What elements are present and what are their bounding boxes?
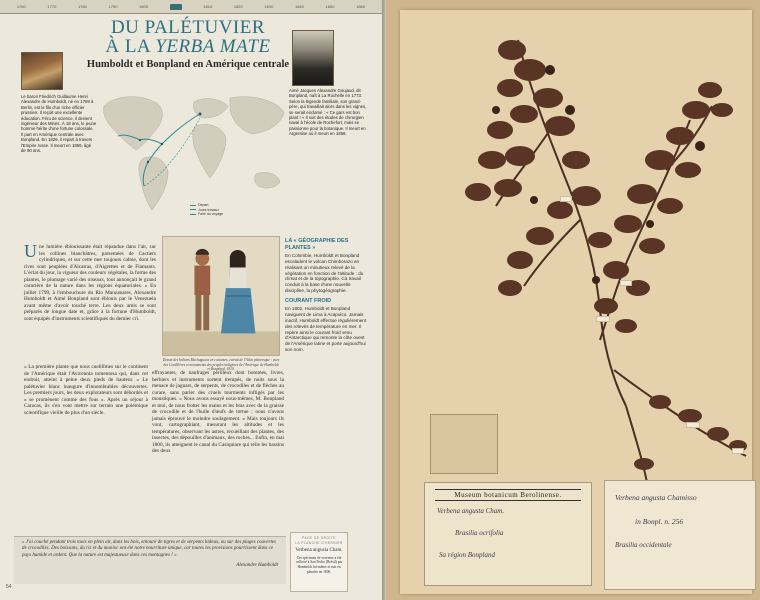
card-subtag: LA PLANCHE D'HERBIER xyxy=(295,540,343,545)
page-number: 54 xyxy=(6,584,12,590)
drop-cap: U xyxy=(24,241,37,261)
legend-label: Jours travaux xyxy=(198,207,220,212)
body-text: « La première plante que nous cueillîmes sur le continent de l'Amérique était l'Avicennia tomentosa qui, dans cet endroit, atteint à peine deux pieds de hauteur. » Le palétuvier blanc inaugure d'innombrables découvertes. Les premiers jours, les deux explorateurs sont débordés et « se promènent comme des fous ». Après un séjour à Caracas, ils s'en vont mettre sur terrain une polémique scientifique vieille de plus d'un siècle. xyxy=(24,364,148,416)
museum-label xyxy=(424,482,592,586)
mounting-strip xyxy=(596,316,610,322)
timeline-tick: 1760 xyxy=(16,4,26,9)
legend-item xyxy=(190,212,223,217)
body-column-3 xyxy=(152,370,284,455)
timeline-tick: 1860 xyxy=(356,4,366,9)
card-species: Verbena angusta Cham. xyxy=(295,547,343,553)
collector-label-line: in Bonpl. n. 256 xyxy=(635,517,684,526)
timeline-tick: 1830 xyxy=(264,4,274,9)
title-prefix: À LA xyxy=(105,36,156,57)
timeline-tick: 1770 xyxy=(47,4,57,9)
herbarium-sheet xyxy=(400,10,752,594)
legend-label: Départ xyxy=(198,203,209,207)
article-title xyxy=(78,18,298,70)
map-legend xyxy=(190,203,223,217)
humboldt-portrait xyxy=(21,52,63,90)
indians-illustration xyxy=(162,236,280,356)
sidebar-heading: COURANT FROID xyxy=(285,297,332,304)
sidebar-heading: LA « GÉOGRAPHIE DES PLANTES » xyxy=(285,238,349,251)
timeline-ruler xyxy=(0,0,382,14)
legend-swatch xyxy=(190,209,196,210)
humboldt-bio: Le baron Friedrich Guillaume Henri Alexandre de Humboldt, né en 1769 à Berlin, est le fils d'un riche officier prussien. Il reçoit une excellente éducation. Féru de science, il devient ingénieur des Mines. À 18 ans, le jeune homme hérite d'une fortune colossale. Il part en Amérique centrale avec Bonpland. En 1829, il repart à travers l'Empire russe. Il meurt en 1859, âgé de 90 ans. xyxy=(21,94,97,154)
museum-label-header: Museum botanicum Berolinense. xyxy=(435,489,581,501)
body-column-2 xyxy=(24,364,148,416)
pull-quote xyxy=(14,536,286,584)
stop-point xyxy=(139,139,141,141)
stop-point xyxy=(161,143,163,145)
title-italic: YERBA MATE xyxy=(155,36,271,57)
mounting-strip xyxy=(732,448,744,454)
right-page xyxy=(386,0,760,600)
timeline-tick: 1800 xyxy=(139,4,148,9)
bonpland-bio: Aimé Jacques Alexandre Goujaud, dit Bonpland, naît à La Rochelle en 1773. Selon la légende familiale, son grand-père, qui travaillait alors dans les vignes, se serait exclamé : « Ce gars est bon plant ! » Il suit des études de chirurgien naval à l'école de Rochefort, mais se passionne pour la botanique. Il meurt en Argentine où il meurt en 1858. xyxy=(289,88,367,137)
illustration-caption: Dessin des Indiens Machaguans en costumes, extrait de l'Atlas pittoresque : vues des Cordillères et monuments des peuples indigènes de l'Amérique de Humboldt et Bonpland, 1810. xyxy=(162,358,280,372)
legend-swatch xyxy=(190,205,196,206)
voyage-map xyxy=(96,88,288,218)
legend-label: Faire du voyage xyxy=(198,212,224,216)
museum-label-line: Brasilia ocrifolia xyxy=(455,529,504,537)
card-tag: PAGE DE DROITE xyxy=(302,536,336,540)
museum-label-line: Verbena angusta Cham. xyxy=(437,507,505,515)
body-text: effrayantes, de naufrages périlleux dont hommes, livres, herbiers et instruments sortent trempés, de nuits sous la menace de jaguars, de serpents, de crocodiles et de flèches au curare, sans parler des cruels tourments infligés par les moustiques. « Nous avons essayé nous-mêmes, M. Bonpland et moi, de nous frotter les mains et les bras avec de la graisse de crocodile et de l'huile d'œufs de tortue ; nous n'avons jamais éprouvé le moindre soulagement. » Mais toujours ils vont, cartographiant, mesurant les altitudes et les températures, observant les astres, recueillant des plantes, des insectes, des dépouilles d'animaux, des roches... Enfin, en mai 1800, ils atteignent le canal du Casiquiare qui relie les bassins des deux xyxy=(152,370,284,454)
mounting-strip xyxy=(620,280,632,286)
collector-label-line: Verbena angusta Chamisso xyxy=(615,493,697,502)
timeline-tick: 1840 xyxy=(294,4,304,9)
collector-label xyxy=(604,480,756,590)
mounting-strip xyxy=(560,196,572,202)
title-line-2 xyxy=(78,37,298,56)
article-subtitle: Humboldt et Bonpland en Amérique centrale xyxy=(86,59,290,70)
sidebar-box xyxy=(285,238,369,357)
sidebar-text: En Colombie, Humboldt et Bonpland escaladent le volcan Chimborazo en réalisant un minutieux relevé de la végétation en fonction de l'altitude : du climat et de la topographie. Cà travail conduit à la base d'une nouvelle discipline, la phytogéographie. xyxy=(285,253,364,293)
bonpland-portrait xyxy=(292,30,334,86)
body-text: ne lumière éblouissante était répandue dans l'air, sur les collines blanchâtres, parsemées de Cactiers cylindriques, et sur cette mer toujours calme, dont les rives sont peuplées d'Alcatras, d'Aigrettes et de Flamants. L'éclat du jour, la vigueur des couleurs végétales, la forme des plantes, le plumage varié des oiseaux, tout annonçait le grand caractère de la nature dans les régions équatoriales. « En juillet 1799, à l'embouchure du Río Manzanares, Alexandre Humboldt et Aimé Bonpland sont éblouis par le Venezuela avant même d'avoir touché terre. Les deux amis se sont préparés de longue date et, grâce à la fortune d'Humboldt, sont équipés d'instruments scientifiques du dernier cri. xyxy=(24,244,156,322)
timeline-tick: 1820 xyxy=(233,4,243,9)
collector-label-line: Brasilia occidentale xyxy=(615,541,672,549)
sidebar-text: En 1802, Humboldt et Bonpland naviguent de Lima à Acapulco. Jamais inactif, Humboldt effectue régulièrement des relevés de température en mer. Il repère ainsi le courant froid venu d'Antarctique qui remonte la côte ouest de l'Amérique latine et porte aujourd'hui son nom. xyxy=(285,306,367,352)
stop-point xyxy=(147,161,149,163)
timeline-marker xyxy=(170,4,182,10)
timeline-tick: 1780 xyxy=(77,4,87,9)
body-column-1 xyxy=(24,241,156,322)
seed-envelope xyxy=(430,414,498,474)
timeline-tick: 1790 xyxy=(108,4,118,9)
mounting-strip xyxy=(686,422,700,428)
departure-point xyxy=(199,113,202,116)
legend-swatch xyxy=(190,214,196,215)
card-text: Cet spécimen de verveine a été collecté à San Pedro (Brésil) par Humboldt lui-même et mis en planche en 1806. xyxy=(295,555,343,574)
quote-text: « J'ai couché pendant trois mois en plein air, dans les bois, entouré de tigres et de serpents hideux, ou sur des plages couvertes de crocodiles. Des boissons, du riz et du manioc ont été notre nourriture unique, car toutes les provisions pourrissent dans ce pays humide et ardent. Que la nature est majestueuse dans ces montagnes ! » xyxy=(22,540,276,558)
timeline-tick: 1810 xyxy=(203,4,213,9)
specimen-info-card xyxy=(290,532,348,592)
quote-author: Alexandre Humboldt xyxy=(236,563,278,569)
museum-label-line: Sa région Bonpland xyxy=(439,551,495,559)
timeline-tick: 1850 xyxy=(325,4,335,9)
title-line-1: DU PALÉTUVIER xyxy=(110,17,266,38)
